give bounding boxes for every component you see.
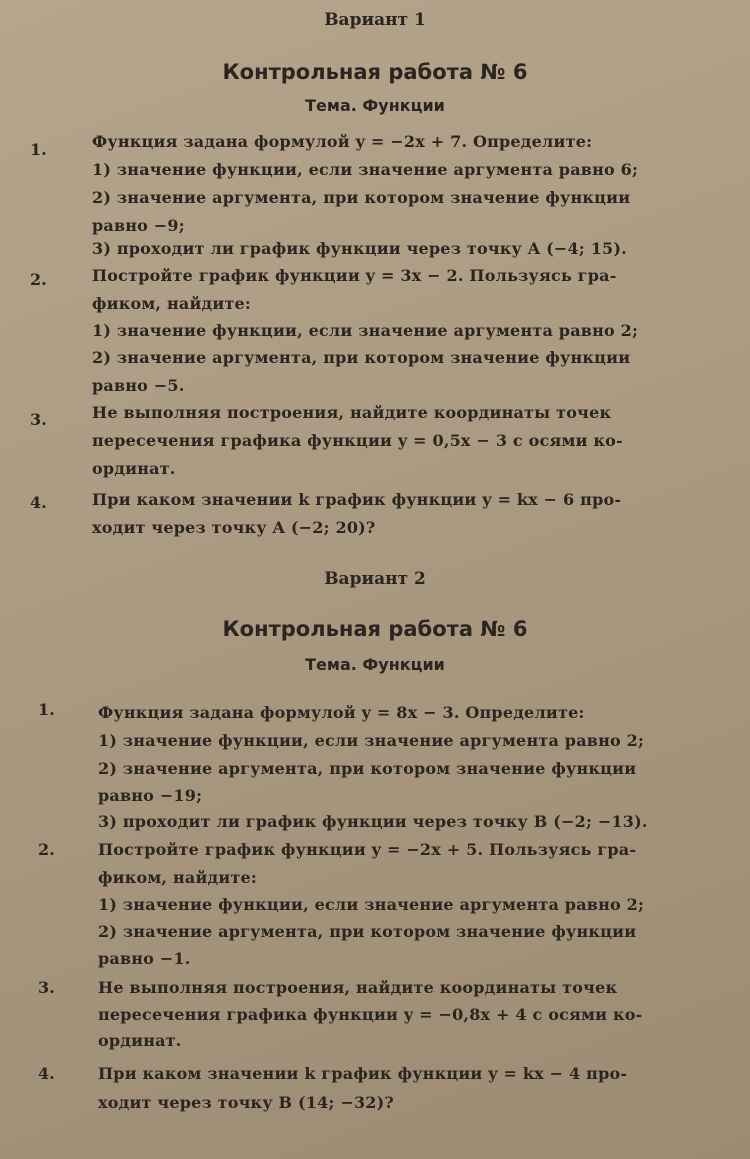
task-line: равно −5. [92,376,185,395]
task-line: Функция задана формулой y = 8x − 3. Определите: [98,703,585,722]
task-line: 2) значение аргумента, при котором значение функции [98,759,637,778]
variant-1-label: Вариант 1 [324,10,426,30]
task-line: ординат. [98,1031,182,1050]
task-line: Не выполняя построения, найдите координаты точек [98,978,618,997]
task-line: При каком значении k график функции y = kx − 4 про- [98,1064,628,1083]
task-line: При каком значении k график функции y = kx − 6 про- [92,490,622,509]
task-line: равно −1. [98,949,191,968]
task-line: 1) значение функции, если значение аргумента равно 6; [92,160,639,179]
task-line: 1) значение функции, если значение аргумента равно 2; [92,321,639,340]
task-number: 3. [30,410,47,429]
task-line: ординат. [92,459,176,478]
task-line: 2) значение аргумента, при котором значение функции [98,922,637,941]
task-number: 4. [38,1064,55,1083]
task-line: равно −19; [98,786,203,805]
task-line: ходит через точку B (14; −32)? [98,1093,394,1112]
task-line: 2) значение аргумента, при котором значение функции [92,188,631,207]
task-number: 1. [38,700,55,719]
task-number: 4. [30,493,47,512]
task-line: 2) значение аргумента, при котором значение функции [92,348,631,367]
task-line: Функция задана формулой y = −2x + 7. Определите: [92,132,593,151]
task-line: 3) проходит ли график функции через точку A (−4; 15). [92,239,627,258]
variant-2-label: Вариант 2 [324,569,426,589]
task-line: 1) значение функции, если значение аргумента равно 2; [98,731,645,750]
task-line: Постройте график функции y = −2x + 5. Пользуясь гра- [98,840,637,859]
task-number: 1. [30,140,47,159]
variant-2-title: Контрольная работа № 6 [222,617,528,641]
variant-2-topic: Тема. Функции [305,655,445,674]
task-line: равно −9; [92,216,185,235]
task-number: 2. [30,270,47,289]
task-line: пересечения графика функции y = 0,5x − 3 с осями ко- [92,431,623,450]
task-line: 3) проходит ли график функции через точку B (−2; −13). [98,812,648,831]
task-line: пересечения графика функции y = −0,8x + 4 с осями ко- [98,1005,643,1024]
task-line: ходит через точку A (−2; 20)? [92,518,376,537]
task-line: 1) значение функции, если значение аргумента равно 2; [98,895,645,914]
task-line: фиком, найдите: [98,868,258,887]
task-number: 2. [38,840,55,859]
task-line: Не выполняя построения, найдите координаты точек [92,403,612,422]
task-line: фиком, найдите: [92,294,252,313]
task-line: Постройте график функции y = 3x − 2. Пользуясь гра- [92,266,617,285]
task-number: 3. [38,978,55,997]
variant-1-title: Контрольная работа № 6 [222,60,528,84]
variant-1-topic: Тема. Функции [305,96,445,115]
